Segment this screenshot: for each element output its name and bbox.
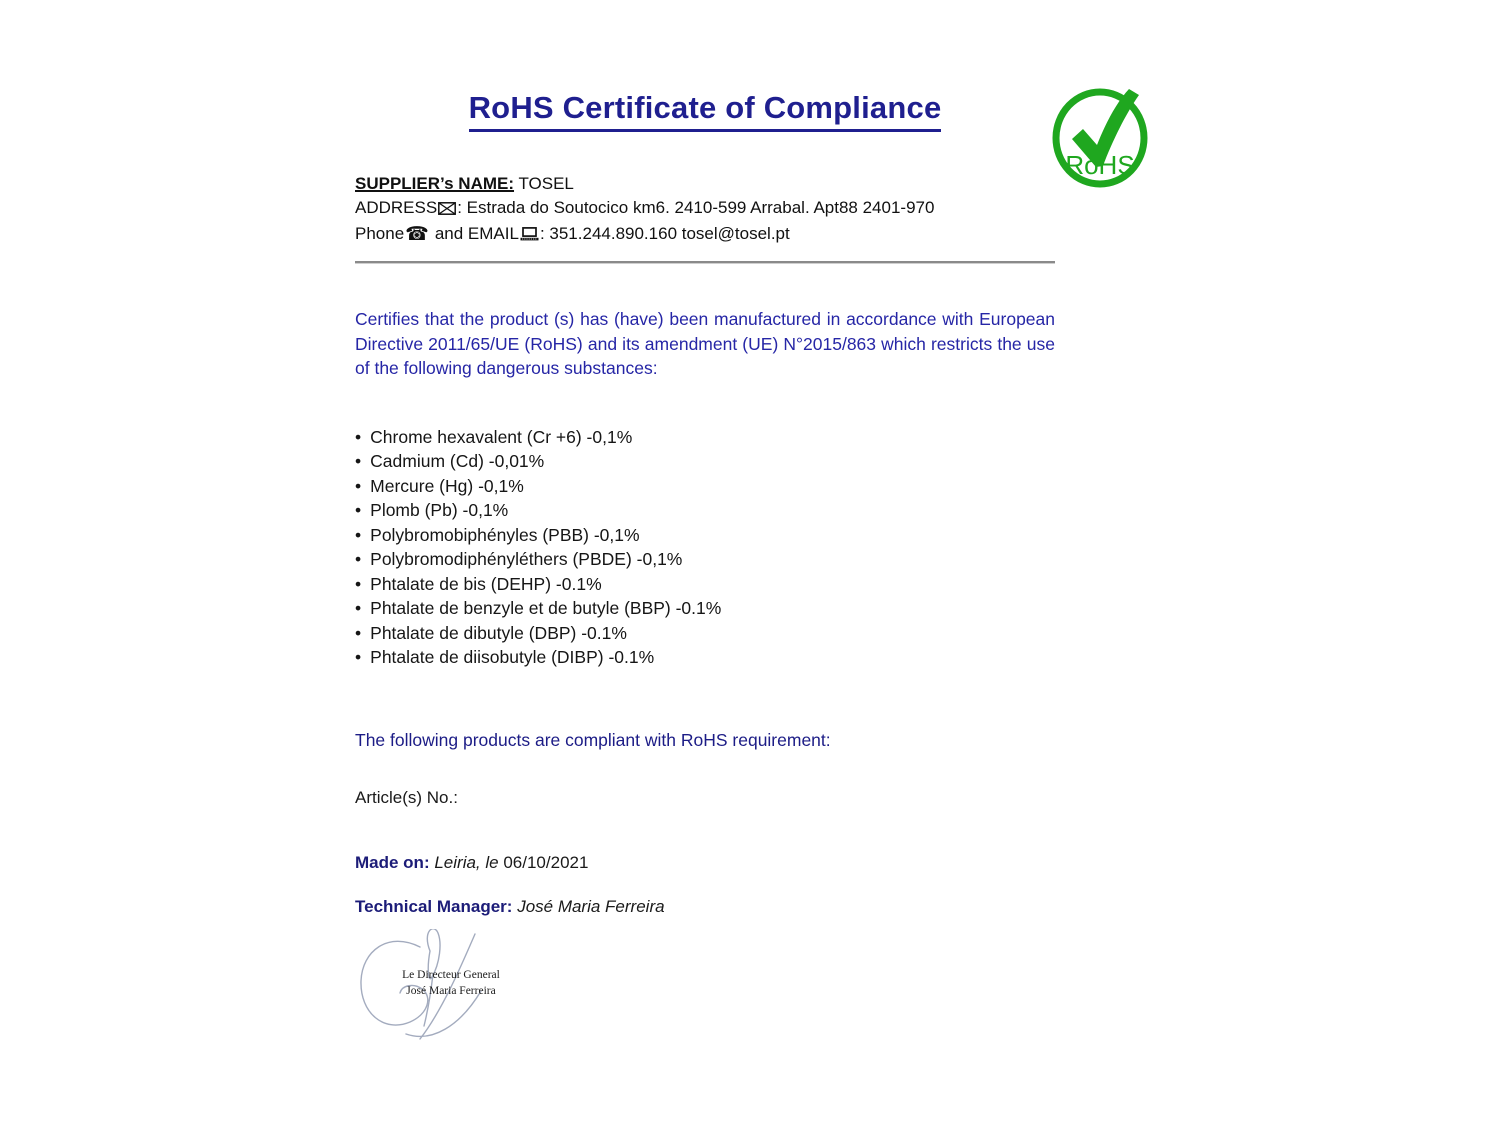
contact-value: : 351.244.890.160 tosel@tosel.pt <box>539 224 790 243</box>
address-label: ADDRESS <box>355 198 438 217</box>
supplier-contact-line <box>355 222 1055 248</box>
signature-line1: Le Directeur General <box>402 969 500 981</box>
supplier-name-label: SUPPLIER’s NAME: <box>355 174 515 193</box>
list-item: • Phtalate de benzyle et de butyle (BBP) -0.1% <box>355 596 1055 621</box>
list-item: • Plomb (Pb) -0,1% <box>355 498 1055 523</box>
computer-icon <box>520 224 539 248</box>
rohs-check-icon <box>1051 82 1149 188</box>
technical-manager-line <box>355 897 1055 917</box>
made-on-date: 06/10/2021 <box>503 853 589 872</box>
phone-label: Phone <box>355 224 405 243</box>
made-on-line <box>355 853 1055 873</box>
technical-manager-value: José Maria Ferreira <box>517 897 665 916</box>
rohs-logo-text: RoHS <box>1065 150 1135 180</box>
certification-paragraph: Certifies that the product (s) has (have) been manufactured in accordance with European Directive 2011/65/UE (RoHS) and its amendment (UE) N°2015/863 which restricts the use of the following dangerous substances: <box>355 309 1055 378</box>
technical-manager-label: Technical Manager: <box>355 897 513 916</box>
made-on-place: Leiria, le <box>434 853 499 872</box>
compliance-statement: The following products are compliant with RoHS requirement: <box>355 729 831 750</box>
signature-line2: José Maria Ferreira <box>406 985 496 997</box>
list-item: • Phtalate de bis (DEHP) -0.1% <box>355 572 1055 597</box>
envelope-icon <box>438 198 456 222</box>
certificate-page <box>355 0 1055 1049</box>
supplier-address-line <box>355 196 1055 222</box>
supplier-name-line <box>355 172 1055 196</box>
list-item: • Cadmium (Cd) -0,01% <box>355 449 1055 474</box>
signature-block <box>358 929 528 1049</box>
list-item: • Chrome hexavalent (Cr +6) -0,1% <box>355 425 1055 450</box>
made-on-label: Made on: <box>355 853 430 872</box>
rohs-logo <box>1051 82 1149 188</box>
list-item: • Phtalate de dibutyle (DBP) -0.1% <box>355 621 1055 646</box>
email-label: and EMAIL <box>434 224 519 243</box>
article-number-line: Article(s) No.: <box>355 787 458 807</box>
page-title <box>355 90 1055 132</box>
signature-text <box>396 967 506 999</box>
phone-icon: ☎ <box>405 224 429 245</box>
supplier-name-value: TOSEL <box>518 174 574 193</box>
substance-list <box>355 425 1055 670</box>
page-title-text: RoHS Certificate of Compliance <box>469 90 942 132</box>
list-item: • Polybromodiphényléthers (PBDE) -0,1% <box>355 547 1055 572</box>
list-item: • Polybromobiphényles (PBB) -0,1% <box>355 523 1055 548</box>
list-item: • Phtalate de diisobutyle (DIBP) -0.1% <box>355 645 1055 670</box>
horizontal-divider <box>355 261 1055 264</box>
supplier-block <box>355 172 1055 248</box>
address-value: : Estrada do Soutocico km6. 2410-599 Arrabal. Apt88 2401-970 <box>457 198 935 217</box>
list-item: • Mercure (Hg) -0,1% <box>355 474 1055 499</box>
